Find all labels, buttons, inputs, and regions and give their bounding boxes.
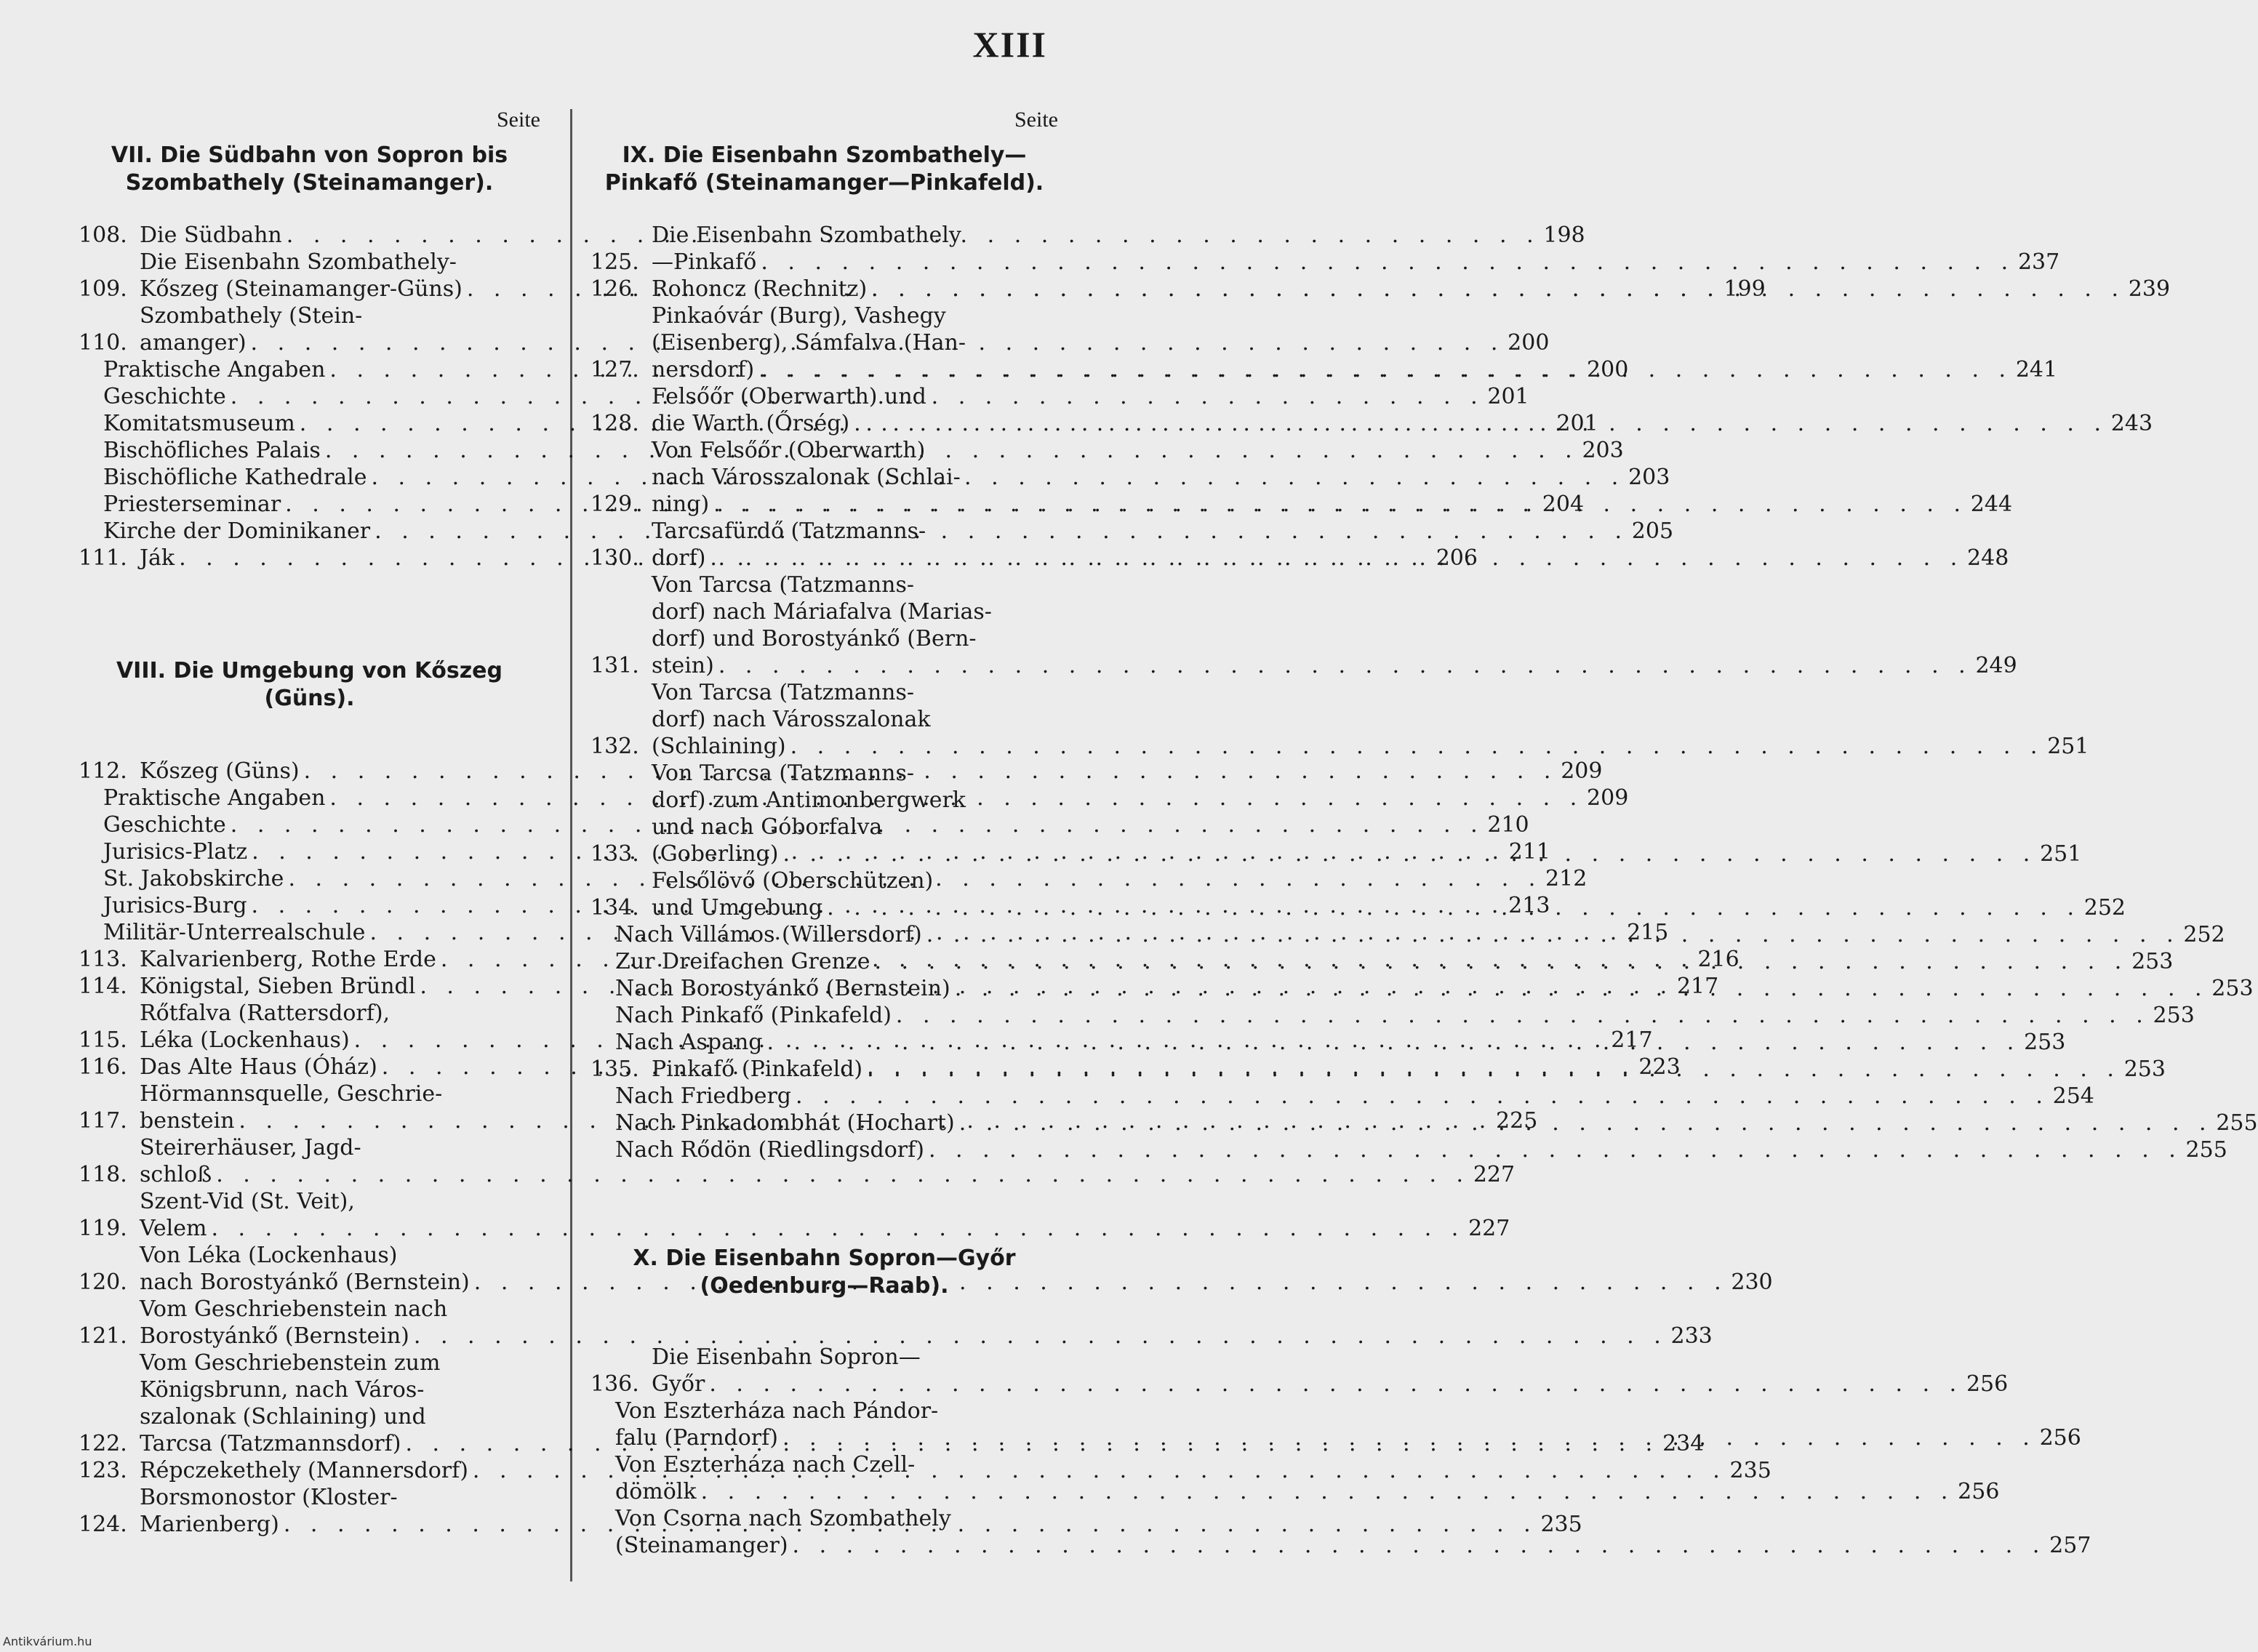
entry-number: 115.: [79, 1027, 127, 1053]
entry-line: Kőszeg (Steinamanger-Güns): [140, 276, 463, 302]
entry-line: Tarcsa (Tatzmannsdorf): [140, 1431, 401, 1456]
dot-leader: [778, 1424, 2036, 1451]
entry-line: Felsőőr (Oberwarth) und: [652, 384, 926, 409]
heading-line: (Oedenburg—Raab).: [700, 1273, 949, 1299]
entry-line: (Eisenberg), Sámfalva (Han-: [652, 330, 966, 356]
entry-page: 198: [1543, 222, 1585, 248]
entry-line: Das Alte Haus (Óház): [140, 1054, 377, 1080]
entry-page: 237: [2017, 249, 2060, 275]
entry-last-line: [615, 1478, 1999, 1505]
dot-leader: [714, 652, 1972, 679]
entry-line: Pinkaóvár (Burg), Vashegy: [652, 303, 946, 329]
entry-page: 256: [1958, 1479, 2000, 1504]
entry-text: [652, 276, 2170, 302]
entry-number: 111.: [79, 545, 127, 571]
entry-line: Praktische Angaben: [103, 785, 326, 811]
entry-line: Die Eisenbahn Szombathely-: [140, 249, 457, 275]
entry-page: 201: [1487, 384, 1529, 409]
entry-line: Léka (Lockenhaus): [140, 1027, 350, 1053]
entry-number: 132.: [590, 734, 639, 759]
entry-text: [615, 1136, 2227, 1163]
entry-line: Von Léka (Lockenhaus): [140, 1243, 398, 1268]
entry-line: Győr: [652, 1371, 705, 1397]
entry-last-line: [652, 249, 2059, 276]
dot-leader: [788, 1532, 2046, 1559]
seite-label-left: Seite: [497, 108, 540, 132]
entry-page: 241: [2015, 357, 2058, 382]
entry-last-line: [652, 545, 2009, 572]
entry-last-line: [652, 733, 2089, 760]
entry-last-line: [615, 948, 2173, 975]
entry-text: [652, 302, 2057, 383]
entry-last-line: [615, 1029, 2065, 1056]
entry-text: [615, 1451, 1999, 1505]
entry-page: 252: [2083, 895, 2126, 921]
entry-number: 108.: [79, 222, 127, 248]
entry-page: 205: [1631, 518, 1674, 544]
dot-leader: [870, 948, 2128, 975]
entry-page: 225: [1496, 1108, 1538, 1134]
entry-page: 253: [2024, 1030, 2066, 1055]
entry-line: Steirerhäuser, Jagd-: [140, 1135, 361, 1160]
entry-line: und Umgebung: [652, 895, 823, 921]
entry-page: 252: [2183, 922, 2225, 947]
entry-page: 209: [1561, 758, 1603, 784]
entry-number: 134.: [590, 895, 639, 921]
entry-line: Bischöfliches Palais: [103, 438, 321, 463]
entry-line: falu (Parndorf): [615, 1425, 778, 1451]
dot-leader: [822, 894, 2081, 921]
entry-last-line: [652, 1371, 2008, 1398]
entry-page: 251: [2040, 841, 2082, 867]
entry-line: Vom Geschriebenstein zum: [140, 1350, 441, 1376]
toc-entry: [590, 1136, 2227, 1163]
entry-page: 256: [2039, 1425, 2081, 1451]
entry-line: und nach Góborfalva: [652, 814, 883, 840]
heading-line: (Güns).: [264, 686, 355, 711]
dot-leader: [754, 356, 2012, 383]
entry-line: Nach Friedberg: [615, 1083, 792, 1109]
entry-page: 217: [1611, 1027, 1653, 1053]
entry-line: Nach Villámos (Willersdorf): [615, 922, 922, 947]
toc-entry: [590, 572, 2017, 679]
entry-line: Von Eszterháza nach Pándor-: [615, 1398, 939, 1424]
entry-last-line: [615, 1136, 2227, 1163]
entry-page: 203: [1582, 438, 1624, 463]
entry-line: dorf) und Borostyánkő (Bern-: [652, 626, 977, 651]
entry-page: 253: [2211, 976, 2254, 1001]
entry-page: 251: [2047, 734, 2089, 759]
entry-number: 129.: [590, 492, 639, 517]
dot-leader: [791, 1083, 2049, 1110]
dot-leader: [862, 1056, 2121, 1083]
entry-line: Nach Pinkadombhát (Hochart): [615, 1110, 955, 1136]
entry-last-line: [615, 1424, 2081, 1451]
entry-last-line: [652, 841, 2081, 867]
entry-number: 135.: [590, 1056, 639, 1082]
entry-line: Von Tarcsa (Tatzmanns-: [652, 572, 914, 598]
entry-text: [652, 572, 2017, 679]
entry-page: 212: [1545, 866, 1588, 891]
section-heading: [79, 142, 540, 197]
entry-page: 249: [1975, 653, 2017, 678]
entry-last-line: [615, 1532, 2091, 1559]
entry-page: 204: [1542, 492, 1585, 517]
entry-line: Von Csorna nach Szombathely: [615, 1506, 951, 1531]
entry-line: Die Eisenbahn Sopron—: [652, 1344, 921, 1370]
entry-number: 128.: [590, 411, 639, 436]
entry-line: Marienberg): [140, 1512, 279, 1537]
entry-page: 213: [1508, 893, 1550, 918]
entry-text: [652, 867, 2126, 921]
entry-line: Von Tarcsa (Tatzmanns-: [652, 680, 914, 705]
entry-line: Velem: [140, 1216, 207, 1241]
section-heading: [590, 1245, 1058, 1300]
entry-page: 206: [1436, 545, 1478, 571]
seite-label-right: Seite: [1014, 108, 1058, 132]
heading-line: VIII. Die Umgebung von Kőszeg: [116, 658, 503, 683]
entry-last-line: [652, 1056, 2166, 1083]
entry-line: Priesterseminar: [103, 492, 281, 517]
entry-page: 257: [2049, 1533, 2091, 1558]
entry-page: 233: [1670, 1323, 1713, 1349]
entry-page: 234: [1662, 1431, 1705, 1456]
entry-number: 131.: [590, 653, 639, 678]
entry-page: 248: [1967, 545, 2009, 571]
entry-text: [615, 975, 2254, 1002]
entry-text: [652, 1056, 2166, 1083]
entry-text: [615, 1505, 2091, 1559]
entry-text: [615, 1002, 2195, 1029]
entry-line: Hörmannsquelle, Geschrie-: [140, 1081, 443, 1107]
entry-page: 255: [2185, 1137, 2227, 1163]
entry-number: 120.: [79, 1270, 127, 1295]
entry-text: [615, 921, 2225, 948]
entry-last-line: [615, 1110, 2258, 1136]
entry-line: Szent-Vid (St. Veit),: [140, 1189, 355, 1214]
entry-text: [652, 222, 2059, 276]
entry-page: 199: [1723, 276, 1766, 302]
entry-line: nersdorf): [652, 357, 755, 382]
dot-leader: [709, 491, 1967, 518]
entry-line: amanger): [140, 330, 247, 356]
dot-leader: [955, 1110, 2213, 1136]
entry-last-line: [615, 921, 2225, 948]
heading-line: X. Die Eisenbahn Sopron—Győr: [633, 1246, 1016, 1271]
entry-text: [652, 383, 2153, 437]
entry-page: 209: [1587, 785, 1629, 811]
entry-number: 119.: [79, 1216, 127, 1241]
entry-number: 118.: [79, 1162, 127, 1187]
entry-line: Kalvarienberg, Rothe Erde: [140, 947, 436, 972]
page-number: XIII: [972, 24, 1047, 65]
entry-text: [652, 760, 2081, 867]
entry-text: [615, 1398, 2081, 1451]
dot-leader: [778, 841, 2036, 867]
entry-page: 215: [1627, 920, 1669, 945]
toc-entry: [590, 1344, 2009, 1398]
entry-line: dorf) nach Városszalonak: [652, 707, 931, 732]
entry-line: die Warth (Őrség): [652, 411, 850, 436]
entry-last-line: [615, 1083, 2094, 1110]
entry-line: Königstal, Sieben Bründl: [140, 974, 416, 999]
entry-last-line: [652, 356, 2057, 383]
entry-line: (Steinamanger): [615, 1533, 788, 1558]
entry-line: Jurisics-Burg: [103, 893, 247, 918]
entry-line: Militär-Unterrealschule: [103, 920, 366, 945]
toc-entry: [79, 1296, 1713, 1350]
entry-line: Vom Geschriebenstein nach: [140, 1296, 448, 1322]
watermark: Antikvárium.hu: [3, 1635, 92, 1648]
dot-leader: [922, 921, 2180, 948]
entry-line: Kirche der Dominikaner: [103, 518, 371, 544]
entry-text: [615, 1110, 2258, 1136]
entry-line: Die Südbahn: [140, 222, 282, 248]
entry-text: [615, 948, 2173, 975]
entry-number: 113.: [79, 947, 127, 972]
entry-line: —Pinkafő: [652, 249, 757, 275]
entry-page: 256: [1966, 1371, 2009, 1397]
entry-last-line: [652, 410, 2153, 437]
entry-number: 112.: [79, 758, 127, 784]
entry-line: dömölk: [615, 1479, 697, 1504]
entry-line: Jurisics-Platz: [103, 839, 248, 865]
entry-page: 244: [1970, 492, 2013, 517]
dot-leader: [924, 1136, 2182, 1163]
entry-number: 126.: [590, 276, 639, 302]
toc-entry: [79, 1188, 1510, 1242]
dot-leader: [762, 1029, 2020, 1056]
entry-page: 253: [2131, 949, 2174, 974]
entry-line: Nach Rődön (Riedlingsdorf): [615, 1137, 924, 1163]
entry-number: 125.: [590, 249, 639, 275]
dot-leader: [705, 545, 1963, 572]
entry-page: 217: [1676, 974, 1719, 999]
entry-number: 121.: [79, 1323, 127, 1349]
entry-line: Borsmonostor (Kloster-: [140, 1485, 398, 1510]
entry-line: Répczekethely (Mannersdorf): [140, 1458, 468, 1483]
entry-text: [652, 679, 2089, 760]
entry-number: 110.: [79, 330, 127, 356]
entry-number: 116.: [79, 1054, 127, 1080]
entry-line: St. Jakobskirche: [103, 866, 284, 891]
toc-entry: [590, 679, 2089, 760]
entry-page: 216: [1697, 947, 1739, 972]
dot-leader: [705, 1371, 1963, 1398]
entry-line: (Schlaining): [652, 734, 786, 759]
entry-line: Felsőlövő (Oberschützen): [652, 868, 934, 894]
entry-last-line: [615, 975, 2254, 1002]
entry-page: 200: [1587, 357, 1629, 382]
entry-line: Kőszeg (Güns): [140, 758, 300, 784]
entry-line: Nach Pinkafő (Pinkafeld): [615, 1003, 892, 1028]
entry-line: Rohoncz (Rechnitz): [652, 276, 868, 302]
entry-line: Bischöfliche Kathedrale: [103, 465, 367, 490]
dot-leader: [950, 975, 2209, 1002]
entry-page: 255: [2216, 1110, 2258, 1136]
entry-last-line: [615, 1002, 2195, 1029]
entry-text: [615, 1083, 2094, 1110]
entry-line: Szombathely (Stein-: [140, 303, 363, 329]
entry-number: 117.: [79, 1108, 127, 1134]
entry-line: Von Tarcsa (Tatzmanns-: [652, 761, 914, 786]
dot-leader: [849, 410, 2107, 437]
dot-leader: [867, 276, 2125, 302]
entry-page: 201: [1556, 411, 1598, 436]
entry-line: Ják: [140, 545, 175, 571]
entry-last-line: [652, 652, 2017, 679]
entry-line: Rőtfalva (Rattersdorf),: [140, 1001, 391, 1026]
entry-number: 124.: [79, 1512, 127, 1537]
entry-page: 239: [2128, 276, 2171, 302]
entry-last-line: [652, 491, 2012, 518]
dot-leader: [697, 1478, 1955, 1505]
entry-number: 136.: [590, 1371, 639, 1397]
entry-page: 200: [1508, 330, 1550, 356]
entry-page: 210: [1487, 812, 1529, 838]
entry-page: 211: [1508, 839, 1551, 865]
entry-text: [615, 1029, 2065, 1056]
entry-number: 122.: [79, 1431, 127, 1456]
entry-page: 223: [1638, 1054, 1681, 1080]
entry-line: Von Eszterháza nach Czell-: [615, 1452, 916, 1477]
entry-last-line: [652, 276, 2170, 302]
entry-number: 114.: [79, 974, 127, 999]
entry-page: 254: [2052, 1083, 2094, 1109]
toc-entry: [590, 1083, 2094, 1110]
heading-line: Szombathely (Steinamanger).: [125, 170, 494, 196]
entry-line: dorf) zum Antimonbergwerk: [652, 787, 966, 813]
entry-line: dorf): [652, 545, 706, 571]
heading-line: IX. Die Eisenbahn Szombathely—: [622, 143, 1027, 168]
entry-line: szalonak (Schlaining) und: [140, 1404, 426, 1430]
dot-leader: [892, 1002, 2150, 1029]
entry-number: 127.: [590, 357, 639, 382]
entry-line: Geschichte: [103, 812, 226, 838]
entry-line: nach Borostyánkő (Bernstein): [140, 1270, 470, 1295]
entry-line: Die Eisenbahn Szombathely: [652, 222, 961, 248]
entry-line: ning): [652, 492, 710, 517]
entry-line: (Goberling): [652, 841, 779, 867]
entry-page: 243: [2110, 411, 2153, 436]
entry-number: 123.: [79, 1458, 127, 1483]
section-heading: [590, 142, 1058, 197]
entry-text: [652, 1344, 2008, 1398]
entry-page: 227: [1468, 1216, 1510, 1241]
entry-line: Tarcsafürdő (Tatzmanns-: [652, 518, 926, 544]
entry-line: Nach Borostyánkő (Bernstein): [615, 976, 950, 1001]
entry-line: Borostyánkő (Bernstein): [140, 1323, 409, 1349]
entry-number: 109.: [79, 276, 127, 302]
entry-page: 230: [1731, 1270, 1773, 1295]
entry-line: Praktische Angaben: [103, 357, 326, 382]
heading-line: VII. Die Südbahn von Sopron bis: [111, 143, 508, 168]
entry-page: 203: [1628, 465, 1670, 490]
entry-line: Geschichte: [103, 384, 226, 409]
heading-line: Pinkafő (Steinamanger—Pinkafeld).: [604, 170, 1044, 196]
entry-line: Zur Dreifachen Grenze: [615, 949, 870, 974]
entry-page: 253: [2123, 1056, 2166, 1082]
entry-line: stein): [652, 653, 714, 678]
entry-line: Pinkafő (Pinkafeld): [652, 1056, 863, 1082]
entry-line: Von Felsőőr (Oberwarth): [652, 438, 926, 463]
entry-page: 235: [1540, 1512, 1582, 1537]
entry-line: Königsbrunn, nach Város-: [140, 1377, 425, 1403]
entry-last-line: [652, 894, 2126, 921]
dot-leader: [786, 733, 2044, 760]
entry-number: 133.: [590, 841, 639, 867]
entry-line: Nach Aspang: [615, 1030, 763, 1055]
entry-line: benstein: [140, 1108, 235, 1134]
entry-text: [652, 437, 2012, 518]
toc-entry: [590, 1002, 2195, 1029]
entry-page: 253: [2153, 1003, 2195, 1028]
entry-page: 227: [1473, 1162, 1516, 1187]
entry-text: [652, 518, 2009, 572]
dot-leader: [756, 249, 2014, 276]
entry-number: 130.: [590, 545, 639, 571]
entry-line: dorf) nach Máriafalva (Marias-: [652, 599, 992, 625]
entry-page: 235: [1729, 1458, 1771, 1483]
entry-line: nach Városszalonak (Schlai-: [652, 465, 961, 490]
entry-line: Komitatsmuseum: [103, 411, 295, 436]
section-heading: [79, 657, 540, 713]
entry-line: schloß: [140, 1162, 212, 1187]
